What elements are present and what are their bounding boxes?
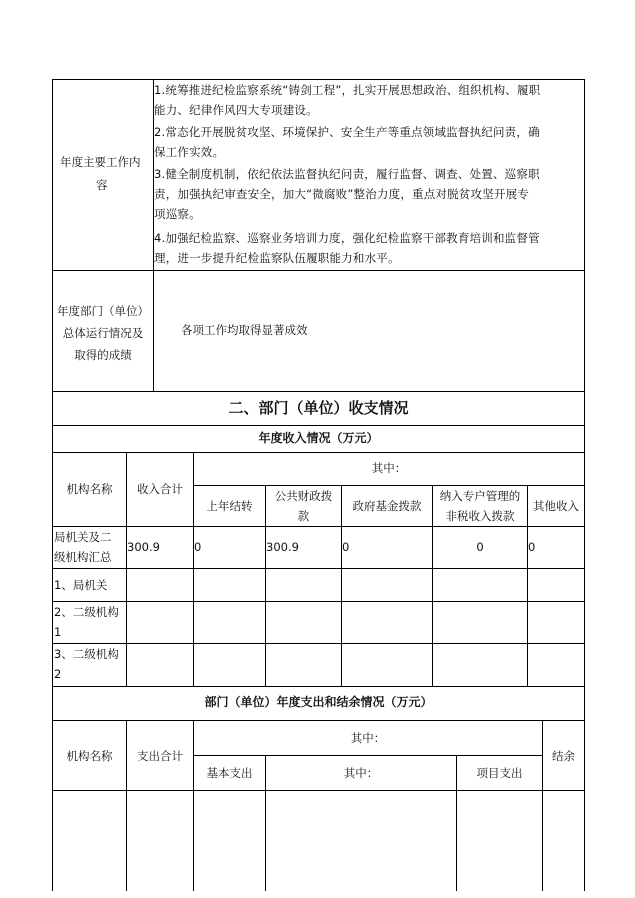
income-row-total: 300.9 [127, 540, 160, 554]
section-title: 二、部门（单位）收支情况 [228, 399, 409, 417]
expense-col-project: 项目支出 [476, 766, 523, 780]
expense-col-total: 支出合计 [137, 749, 183, 763]
income-row-other: 0 [528, 540, 536, 554]
work-item-4: 4.加强纪检监察、巡察业务培训力度，强化纪检监察干部教育培训和监督管 理，进一步提升纪检监察队伍履职能力和水平。 [154, 231, 540, 265]
expense-col-basic: 基本支出 [206, 766, 253, 780]
work-item-2: 2.常态化开展脱贫攻坚、环境保护、安全生产等重点领域监督执纪问责，确 保工作实效。 [154, 125, 540, 159]
work-item-1: 1.统筹推进纪检监察系统“铸剑工程”，扎实开展思想政治、组织机构、履职 能力、纪律作风四大专项建设。 [154, 83, 541, 117]
expense-col-balance: 结余 [552, 749, 575, 763]
work-item-3: 3.健全制度机制，依纪依法监督执纪问责，履行监督、调查、处置、巡察职 责，加强执纪审查安全，加大“微腐败”整治力度，重点对脱贫攻坚开展专 项巡察。 [154, 167, 540, 221]
income-col-fund: 政府基金拨款 [352, 499, 422, 513]
income-row-fund: 0 [342, 540, 350, 554]
income-col-among: 其中： [371, 461, 407, 475]
income-col-public: 公共财政拨 款 [274, 489, 333, 523]
work-content-label-cont: 容 [96, 178, 108, 192]
income-col-org: 机构名称 [66, 482, 113, 496]
income-row-name: 局机关及二 级机构汇总 [54, 530, 112, 564]
income-row-nontax: 0 [476, 540, 484, 554]
income-title: 年度收入情况（万元） [258, 431, 379, 445]
overall-label: 年度部门（单位） 总体运行情况及 取得的成绩 [57, 304, 149, 362]
work-content-label: 年度主要工作内 [60, 155, 141, 169]
expense-col-among2: 其中： [343, 766, 379, 780]
income-row-name: 2、二级机构 1 [54, 605, 119, 639]
income-col-other: 其他收入 [533, 499, 579, 513]
income-col-carry: 上年结转 [206, 499, 253, 513]
income-col-total: 收入合计 [137, 482, 183, 496]
expense-col-org: 机构名称 [66, 749, 113, 763]
income-row-name: 1、局机关 [54, 578, 108, 592]
income-row-carry: 0 [194, 540, 202, 554]
income-row-name: 3、二级机构 2 [54, 647, 119, 681]
expense-col-among: 其中： [350, 731, 386, 745]
expense-title: 部门（单位）年度支出和结余情况（万元） [204, 695, 433, 709]
overall-value: 各项工作均取得显著成效 [181, 323, 308, 337]
income-col-nontax: 纳入专户管理的 非税收入拨款 [439, 489, 521, 523]
income-row-public: 300.9 [266, 540, 299, 554]
